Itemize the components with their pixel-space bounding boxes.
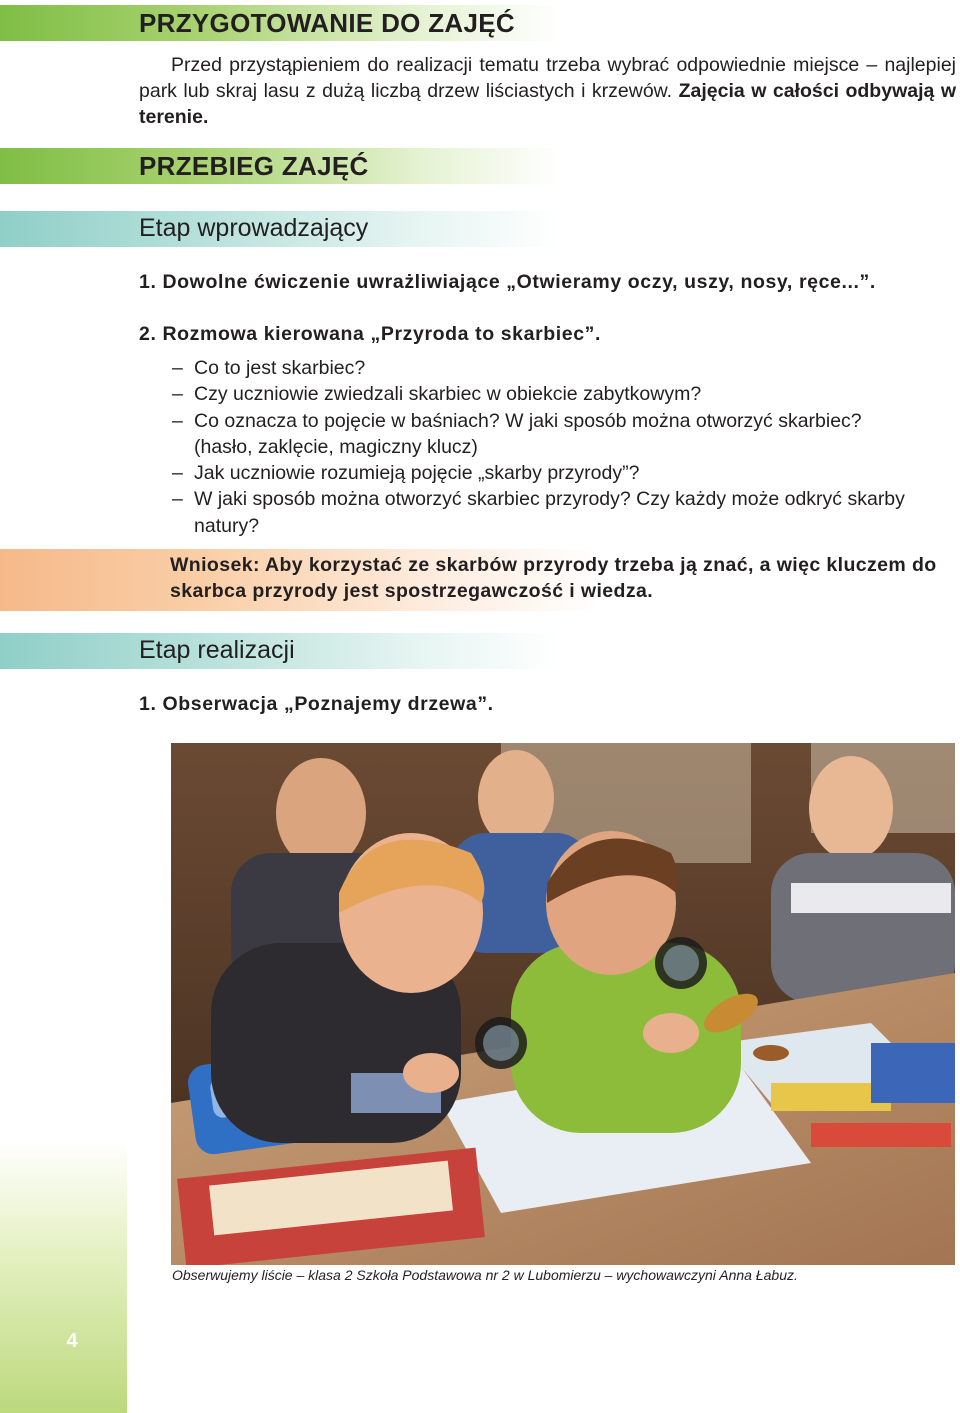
question-list [172, 355, 958, 539]
question-item: – Jak uczniowie rozumieją pojęcie „skarby przyrody”? [172, 462, 640, 485]
stage-title-intro: Etap wprowadzający [139, 214, 369, 242]
preparation-text: Przed przystąpieniem do realizacji tematu trzeba wybrać odpowiednie miejsce – najlepiej park lub skraj lasu z dużą liczbą drzew liściastych i krzewów. [139, 54, 956, 102]
conclusion-text: Wniosek: Aby korzystać ze skarbów przyrody trzeba ją znać, a więc kluczem do skarbca przyrody jest spostrzegawczość i wiedza. [170, 554, 937, 602]
stage-title-realization: Etap realizacji [139, 636, 295, 664]
section-title-preparation: PRZYGOTOWANIE DO ZAJĘĆ [139, 8, 515, 38]
intro-item-2: 2. Rozmowa kierowana „Przyroda to skarbiec”. [139, 323, 602, 345]
intro-item-1: 1. Dowolne ćwiczenie uwrażliwiające „Otwieramy oczy, uszy, nosy, ręce...”. [139, 271, 876, 293]
page-side-strip [0, 1140, 127, 1413]
question-item: – Czy uczniowie zwiedzali skarbiec w obiekcie zabytkowym? [172, 383, 702, 406]
classroom-photo [171, 743, 955, 1265]
preparation-text-bold: Zajęcia w całości odbywają w terenie. [139, 80, 956, 128]
page-number: 4 [66, 1330, 78, 1352]
question-item: – W jaki sposób można otworzyć skarbiec przyrody? Czy każdy może odkryć skarby natury? [172, 488, 905, 537]
preparation-paragraph [139, 52, 956, 130]
question-note: (hasło, zaklęcie, magiczny klucz) [194, 435, 478, 458]
photo-caption: Obserwujemy liście – klasa 2 Szkoła Podstawowa nr 2 w Lubomierzu – wychowawczyni Anna Łabuz. [172, 1267, 798, 1283]
question-item: – Co oznacza to pojęcie w baśniach? W jaki sposób można otworzyć skarbiec? [172, 409, 862, 432]
realization-item-1: 1. Obserwacja „Poznajemy drzewa”. [139, 693, 494, 715]
question-item: – Co to jest skarbiec? [172, 357, 366, 379]
section-title-course: PRZEBIEG ZAJĘĆ [139, 151, 369, 181]
classroom-photo-illustration [171, 743, 955, 1265]
